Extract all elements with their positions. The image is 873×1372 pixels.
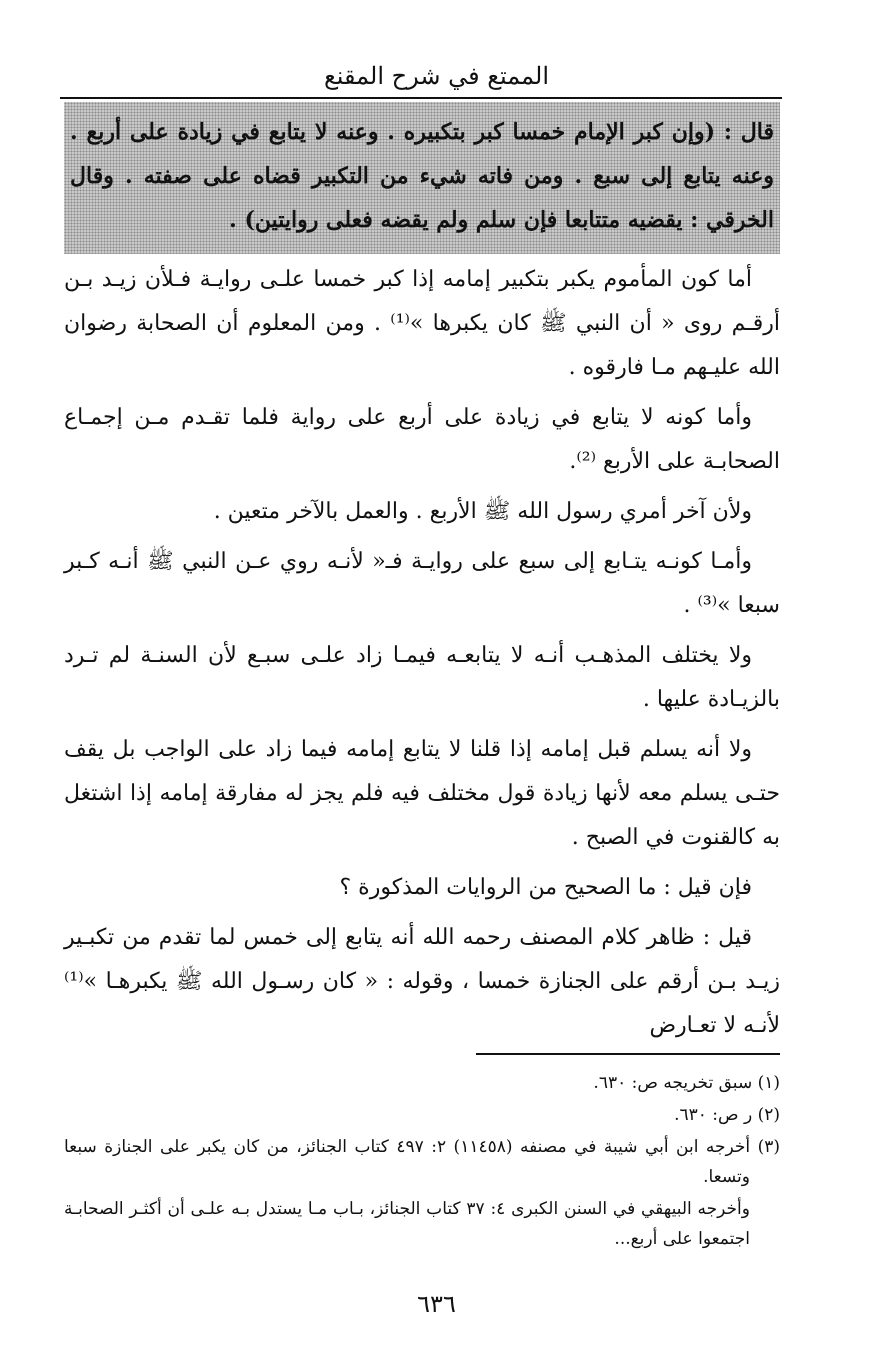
paragraph: ولا يختلف المذهـب أنـه لا يتابعـه فيمـا زاد علـى سبـع لأن السنـة لم تـرد بالزيـادة عليها . (64, 643, 780, 712)
paragraph: وأما كونه لا يتابع في زيادة على أربع على رواية فلما تقـدم مـن إجمـاع الصحابـة على الأربع ⁽²⁾. (64, 405, 780, 474)
footnote: (١) سبق تخريجه ص: ٦٣٠. (593, 1073, 780, 1093)
commentary-body (64, 258, 780, 1054)
matn-highlight-box (64, 102, 780, 254)
paragraph: فإن قيل : ما الصحيح من الروايات المذكورة ؟ (339, 875, 752, 900)
matn-text: قال : (وإن كبر الإمام خمسا كبر بتكبيره . وعنه لا يتابع في زيادة على أربع . وعنه يتابع إلى سبع . ومن فاته شيء من التكبير قضاه على صفته . وقال الخرقي : يقضيه متتابعا فإن سلم ولم يقضه فعلى روايتين) . (70, 119, 774, 233)
paragraph: أما كون المأموم يكبر بتكبير إمامه إذا كبر خمسا علـى روايـة فـلأن زيـد بـن أرقـم روى « أن النبي ﷺ كان يكبرها »⁽¹⁾ . ومن المعلوم أن الصحابة رضوان الله عليـهم مـا فارقوه . (64, 267, 780, 380)
page-number: ٦٣٦ (417, 1290, 456, 1318)
footnote: (٢) ر ص: ٦٣٠. (674, 1105, 780, 1125)
paragraph: وأمـا كونـه يتـابع إلى سبع على روايـة فـ« لأنـه روي عـن النبي ﷺ أنـه كـبر سبعا »⁽³⁾ . (64, 549, 780, 618)
footnote: (٣) أخرجه ابن أبي شيبة في مصنفه (١١٤٥٨) ٢: ٤٩٧ كتاب الجنائز، من كان يكبر على الجنازة سبعا وتسعا. (64, 1137, 781, 1187)
paragraph: ولأن آخر أمري رسول الله ﷺ الأربع . والعمل بالآخر متعين . (213, 499, 752, 524)
paragraph: ولا أنه يسلم قبل إمامه إذا قلنا لا يتابع إمامه فيما زاد على الواجب بل يقف حتـى يسلم معه لأنها زيادة قول مختلف فيه فلم يجز له مفارقة إمامه إذا اشتغل به كالقنوت في الصبح . (64, 737, 780, 850)
footnote-divider (476, 1053, 780, 1055)
paragraph: قيل : ظاهر كلام المصنف رحمه الله أنه يتابع إلى خمس لما تقدم من تكبـير زيـد بـن أرقم على الجنازة خمسا ، وقوله : « كان رسـول الله ﷺ يكبرهـا »⁽¹⁾ لأنـه لا تعـارض (64, 925, 780, 1038)
header-divider (60, 97, 782, 99)
footnote-continuation: وأخرجه البيهقي في السنن الكبرى ٤: ٣٧ كتاب الجنائز، بـاب مـا يستدل بـه علـى أن أكثـر الصحابـة اجتمعوا على أربع... (64, 1199, 750, 1249)
running-header-title: الممتع في شرح المقنع (324, 62, 549, 90)
footnotes (64, 1068, 780, 1254)
